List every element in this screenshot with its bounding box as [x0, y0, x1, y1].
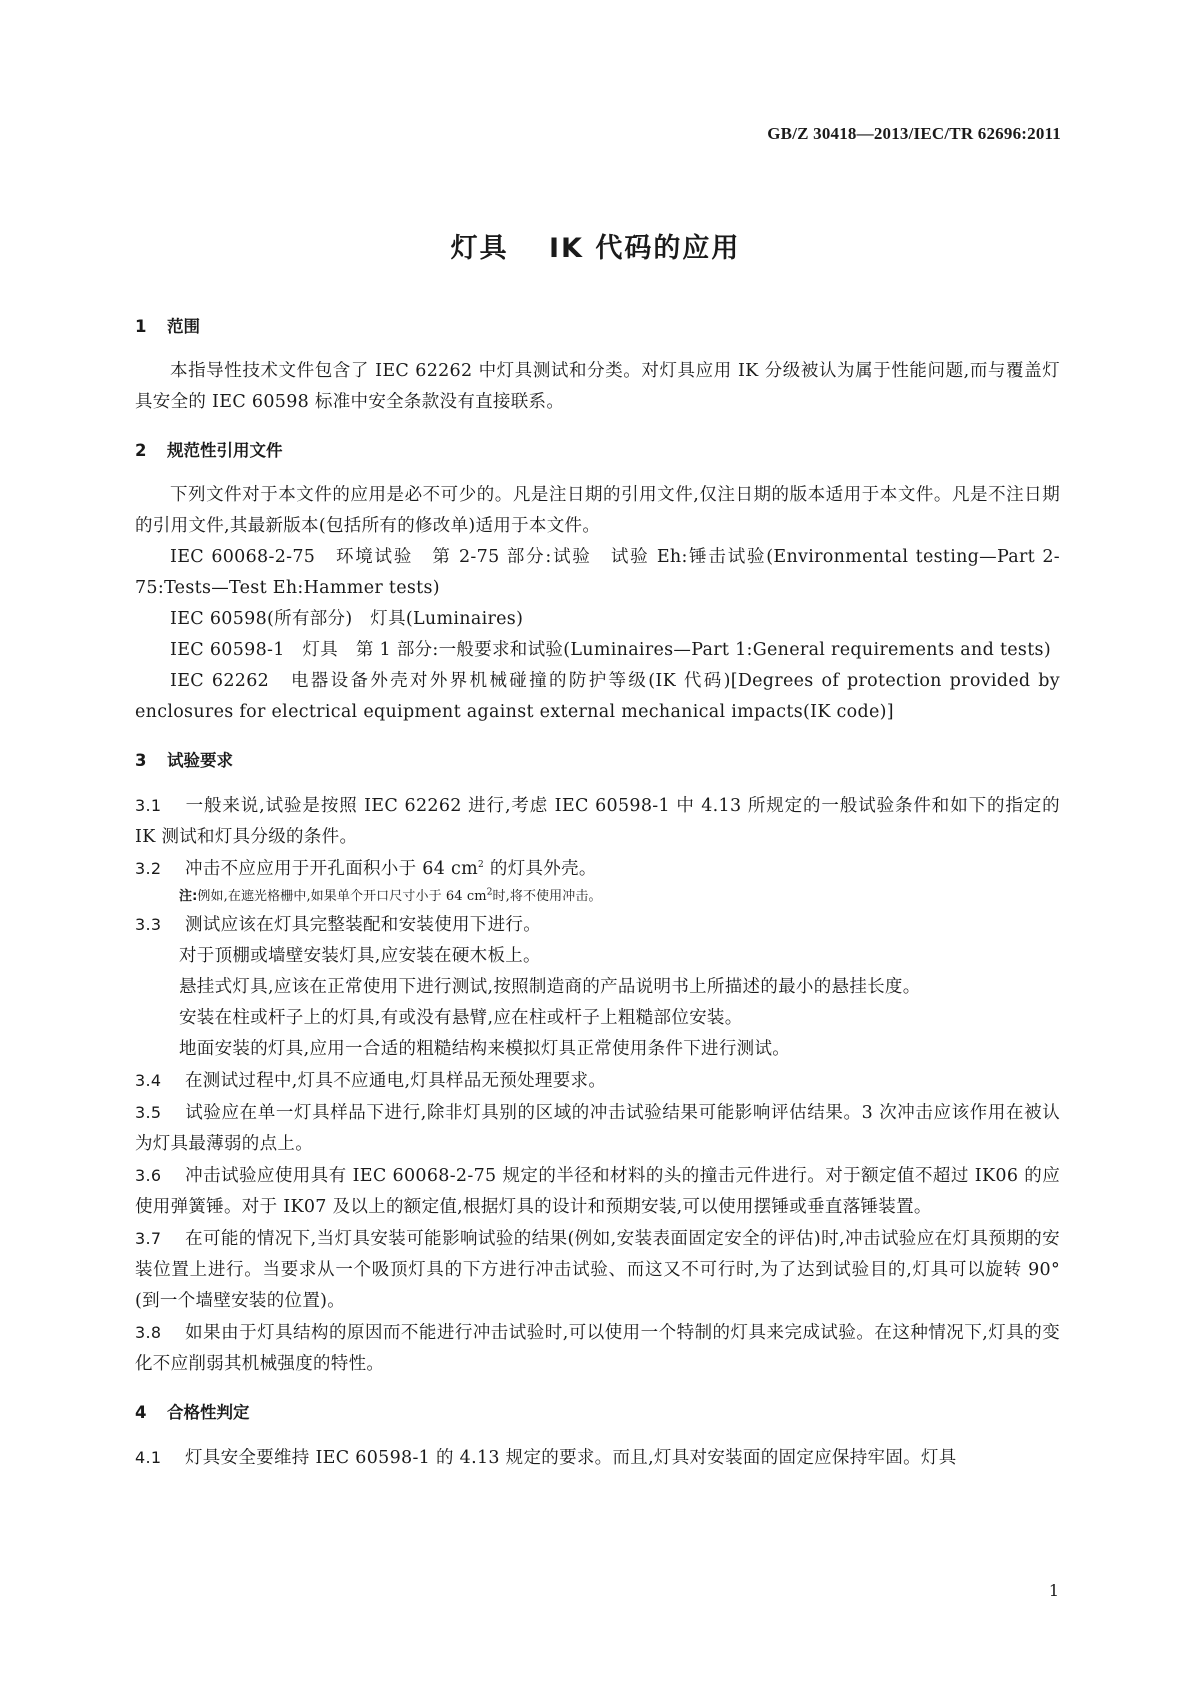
section-title: 范围 [167, 317, 200, 336]
clause-number: 4.1 [135, 1448, 162, 1467]
note-3-2 [135, 885, 1060, 909]
section-title: 合格性判定 [167, 1403, 250, 1422]
reference-iec-60598: IEC 60598(所有部分) 灯具(Luminaires) [170, 609, 524, 629]
clause-text: 测试应该在灯具完整装配和安装使用下进行。 [185, 915, 541, 935]
clause-text-end: 的灯具外壳。 [484, 859, 597, 879]
clause-3-1 [135, 790, 1060, 853]
clause-text: 在测试过程中,灯具不应通电,灯具样品无预处理要求。 [185, 1071, 607, 1091]
section-2-paragraph: 下列文件对于本文件的应用是必不可少的。凡是注日期的引用文件,仅注日期的版本适用于本文件。凡是不注日期的引用文件,其最新版本(包括所有的修改单)适用于本文件。 [135, 485, 1060, 536]
clause-text: 一般来说,试验是按照 IEC 62262 进行,考虑 IEC 60598-1 中 4.13 所规定的一般试验条件和如下的指定的 IK 测试和灯具分级的条件。 [135, 796, 1060, 847]
document-title: 灯具 IK 代码的应用 [450, 233, 741, 264]
reference-iec-62262: IEC 62262 电器设备外壳对外界机械碰撞的防护等级(IK 代码)[Degrees of protection provided by enclosures for electrical equipment against external mechanical impacts(IK code)] [135, 671, 1060, 722]
clause-number: 3.1 [135, 796, 162, 815]
clause-3-2 [135, 853, 1060, 885]
clause-text: 在可能的情况下,当灯具安装可能影响试验的结果(例如,安装表面固定安全的评估)时,冲击试验应在灯具预期的安装位置上进行。当要求从一个吸顶灯具的下方进行冲击试验、而这又不可行时,为了达到试验目的,灯具可以旋转 90°(到一个墙壁安装的位置)。 [135, 1229, 1060, 1311]
section-number: 2 [135, 441, 147, 460]
clause-text: 冲击不应应用于开孔面积小于 64 cm [185, 859, 478, 879]
clause-number: 3.2 [135, 859, 162, 878]
section-number: 4 [135, 1403, 147, 1422]
superscript: 2 [486, 887, 493, 898]
clause-number: 3.3 [135, 915, 162, 934]
section-number: 3 [135, 751, 147, 770]
reference-iec-60598-1: IEC 60598-1 灯具 第 1 部分:一般要求和试验(Luminaires—Part 1:General requirements and tests) [170, 640, 1051, 660]
clause-number: 3.7 [135, 1229, 162, 1248]
clause-text: 试验应在单一灯具样品下进行,除非灯具别的区域的冲击试验结果可能影响评估结果。3 次冲击应该作用在被认为灯具最薄弱的点上。 [135, 1103, 1060, 1154]
clause-3-3-item: 悬挂式灯具,应该在正常使用下进行测试,按照制造商的产品说明书上所描述的最小的悬挂长度。 [179, 977, 921, 997]
clause-number: 3.4 [135, 1071, 162, 1090]
note-label: 注: [179, 889, 198, 904]
clause-4-1 [135, 1442, 1060, 1474]
section-3-heading [135, 744, 1060, 778]
clause-text: 冲击试验应使用具有 IEC 60068-2-75 规定的半径和材料的头的撞击元件进行。对于额定值不超过 IK06 的应使用弹簧锤。对于 IK07 及以上的额定值,根据灯具的设计和预期安装,可以使用摆锤或垂直落锤装置。 [135, 1166, 1060, 1217]
clause-3-8 [135, 1317, 1060, 1380]
clause-number: 3.8 [135, 1323, 162, 1342]
section-1-heading [135, 310, 1060, 344]
clause-text: 如果由于灯具结构的原因而不能进行冲击试验时,可以使用一个特制的灯具来完成试验。在这种情况下,灯具的变化不应削弱其机械强度的特性。 [135, 1323, 1060, 1374]
clause-3-4 [135, 1065, 1060, 1097]
reference-iec-60068-2-75: IEC 60068-2-75 环境试验 第 2-75 部分:试验 试验 Eh:锤击试验(Environmental testing—Part 2-75:Tests—Test Eh:Hammer tests) [135, 547, 1060, 598]
clause-number: 3.6 [135, 1166, 162, 1185]
section-2-heading [135, 434, 1060, 468]
clause-3-3-item: 对于顶棚或墙壁安装灯具,应安装在硬木板上。 [179, 946, 541, 966]
section-title: 试验要求 [167, 751, 233, 770]
standard-code: GB/Z 30418—2013/IEC/TR 62696:2011 [767, 124, 1061, 143]
section-4-heading [135, 1396, 1060, 1430]
superscript: 2 [478, 860, 485, 871]
section-1-paragraph: 本指导性技术文件包含了 IEC 62262 中灯具测试和分类。对灯具应用 IK 分级被认为属于性能问题,而与覆盖灯具安全的 IEC 60598 标准中安全条款没有直接联系。 [135, 361, 1060, 412]
clause-3-3-item: 安装在柱或杆子上的灯具,有或没有悬臂,应在柱或杆子上粗糙部位安装。 [179, 1008, 743, 1028]
clause-number: 3.5 [135, 1103, 162, 1122]
clause-3-7 [135, 1223, 1060, 1317]
clause-text: 灯具安全要维持 IEC 60598-1 的 4.13 规定的要求。而且,灯具对安装面的固定应保持牢固。灯具 [185, 1448, 957, 1468]
page-number: 1 [1048, 1581, 1059, 1600]
clause-3-3-item: 地面安装的灯具,应用一合适的粗糙结构来模拟灯具正常使用条件下进行测试。 [179, 1039, 791, 1059]
clause-3-5 [135, 1097, 1060, 1160]
section-title: 规范性引用文件 [167, 441, 283, 460]
note-text-end: 时,将不使用冲击。 [492, 889, 602, 904]
section-number: 1 [135, 317, 147, 336]
note-text: 例如,在遮光格栅中,如果单个开口尺寸小于 64 cm [197, 889, 487, 904]
document-body [135, 310, 1060, 1474]
clause-3-6 [135, 1160, 1060, 1223]
clause-3-3 [135, 909, 1060, 941]
